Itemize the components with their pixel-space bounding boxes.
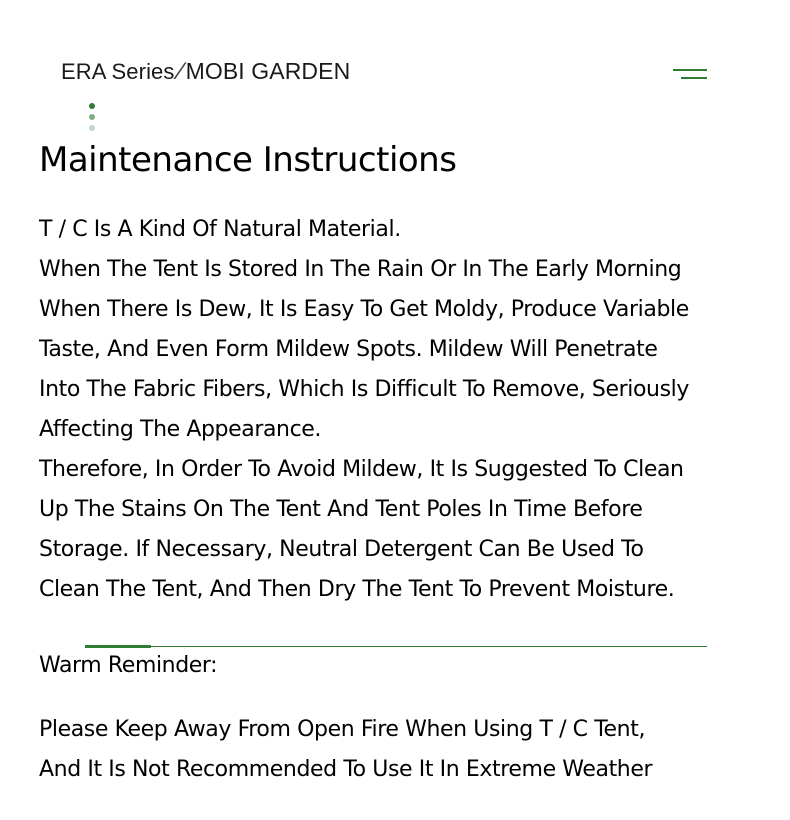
vertical-dots-icon [89, 103, 95, 133]
section-divider-accent [85, 645, 151, 648]
body-line: Storage. If Necessary, Neutral Detergent Can Be Used To [39, 537, 644, 562]
body-line: Affecting The Appearance. [39, 417, 322, 442]
menu-line-top [673, 69, 707, 71]
maintenance-instructions-text [39, 210, 769, 610]
body-line: Up The Stains On The Tent And Tent Poles In Time Before [39, 497, 643, 522]
page-title: Maintenance Instructions [39, 140, 457, 180]
body-line: Clean The Tent, And Then Dry The Tent To Prevent Moisture. [39, 577, 675, 602]
dot-2 [89, 114, 95, 120]
body-line: When There Is Dew, It Is Easy To Get Moldy, Produce Variable [39, 297, 689, 322]
warm-reminder-label: Warm Reminder: [39, 653, 218, 678]
brand-series: ERA Series [61, 59, 175, 84]
dot-3 [89, 125, 95, 131]
section-divider [85, 646, 707, 647]
brand-title [61, 58, 350, 86]
body-line: Taste, And Even Form Mildew Spots. Mildew Will Penetrate [39, 337, 658, 362]
body-line: Into The Fabric Fibers, Which Is Difficult To Remove, Seriously [39, 377, 689, 402]
menu-line-bottom [681, 77, 707, 79]
reminder-line: Please Keep Away From Open Fire When Using T / C Tent, [39, 717, 646, 742]
body-line: Therefore, In Order To Avoid Mildew, It Is Suggested To Clean [39, 457, 684, 482]
body-line: When The Tent Is Stored In The Rain Or In The Early Morning [39, 257, 682, 282]
body-line: T / C Is A Kind Of Natural Material. [39, 217, 401, 242]
hamburger-menu-icon[interactable] [673, 69, 707, 81]
dot-1 [89, 103, 95, 109]
warm-reminder-text [39, 710, 769, 790]
brand-separator: ∕ [178, 58, 183, 85]
reminder-line: And It Is Not Recommended To Use It In Extreme Weather [39, 757, 653, 782]
brand-name: MOBI GARDEN [185, 58, 351, 84]
